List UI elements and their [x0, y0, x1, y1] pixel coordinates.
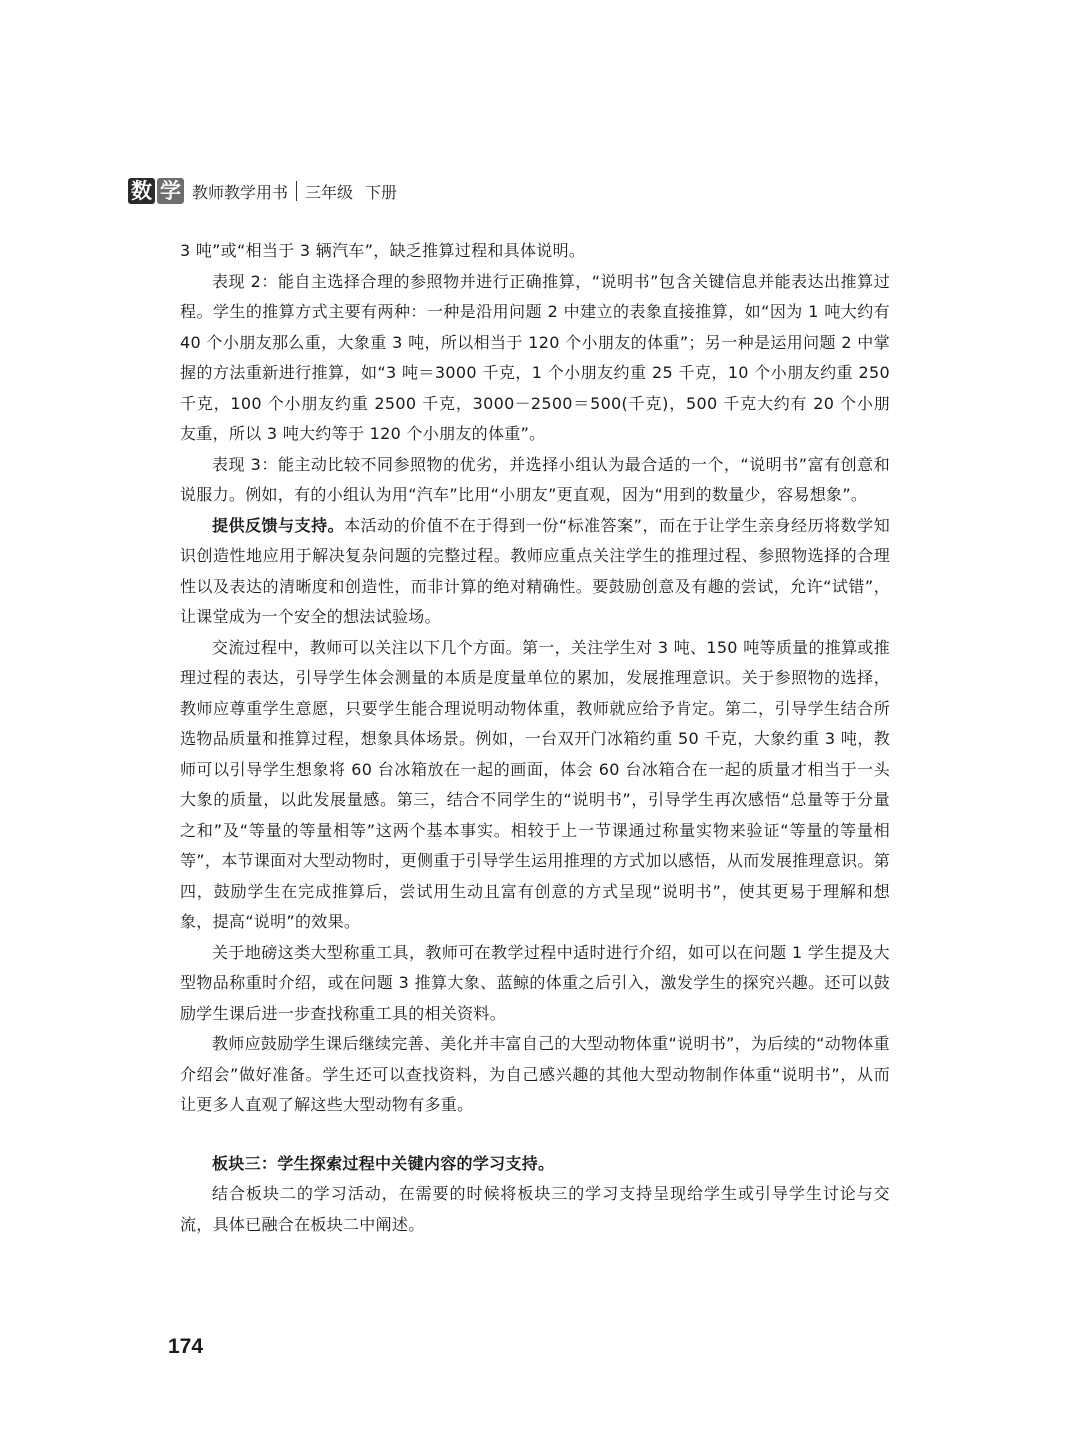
- book-title: 教师教学用书: [192, 182, 289, 202]
- paragraph-continuation: 3 吨”或“相当于 3 辆汽车”，缺乏推算过程和具体说明。: [180, 241, 586, 260]
- page-number: 174: [168, 1335, 204, 1358]
- paragraph-performance-3: 表现 3：能主动比较不同参照物的优劣，并选择小组认为最合适的一个，“说明书”富有创意和说服力。例如，有的小组认为用“汽车”比用“小朋友”更直观，因为“用到的数量少，容易想象”。: [180, 454, 890, 504]
- subject-logo: [128, 178, 186, 204]
- page-body: [180, 236, 890, 1240]
- header-divider: [296, 181, 297, 201]
- paragraph-exchange-process: 交流过程中，教师可以关注以下几个方面。第一，关注学生对 3 吨、150 吨等质量的推算或推理过程的表达，引导学生体会测量的本质是度量单位的累加，发展推理意识。关于参照物的选择，教师应尊重学生意愿，只要学生能合理说明动物体重，教师就应给予肯定。第二，引导学生结合所选物品质量和推算过程，想象具体场景。例如，一台双开门冰箱约重 50 千克，大象约重 3 吨，教师可以引导学生想象将 60 台冰箱放在一起的画面，体会 60 台冰箱合在一起的质量才相当于一头大象的质量，以此发展量感。第三，结合不同学生的“说明书”，引导学生再次感悟“总量等于分量之和”及“等量的等量相等”这两个基本事实。相较于上一节课通过称量实物来验证“等量的等量相等”，本节课面对大型动物时，更侧重于引导学生运用推理的方式加以感悟，从而发展推理意识。第四，鼓励学生在完成推算后，尝试用生动且富有创意的方式呈现“说明书”，使其更易于理解和想象，提高“说明”的效果。: [180, 637, 890, 931]
- running-header: [128, 175, 397, 207]
- feedback-heading: 提供反馈与支持。: [212, 515, 345, 535]
- paragraph-feedback-support: [180, 511, 890, 633]
- paragraph-weighbridge: 关于地磅这类大型称重工具，教师可在教学过程中适时进行介绍，如可以在问题 1 学生提及大型物品称重时介绍，或在问题 3 推算大象、蓝鲸的体重之后引入，激发学生的探究兴趣。还可以鼓励学生课后进一步查找称重工具的相关资料。: [180, 942, 890, 1023]
- grade-label: 三年级: [305, 182, 354, 202]
- paragraph-after-class: 教师应鼓励学生课后继续完善、美化并丰富自己的大型动物体重“说明书”，为后续的“动物体重介绍会”做好准备。学生还可以查找资料，为自己感兴趣的其他大型动物制作体重“说明书”，从而让更多人直观了解这些大型动物有多重。: [180, 1034, 890, 1114]
- paragraph-block-3: 结合板块二的学习活动，在需要的时候将板块三的学习支持呈现给学生或引导学生讨论与交流，具体已融合在板块二中阐述。: [180, 1184, 890, 1234]
- section-heading-block-3: 板块三：学生探索过程中关键内容的学习支持。: [212, 1153, 555, 1173]
- logo-char-xue: 学: [157, 178, 184, 204]
- volume-label: 下册: [365, 182, 398, 202]
- logo-char-shu: 数: [128, 178, 155, 204]
- paragraph-performance-2: 表现 2：能自主选择合理的参照物并进行正确推算，“说明书”包含关键信息并能表达出推算过程。学生的推算方式主要有两种：一种是沿用问题 2 中建立的表象直接推算，如“因为 1 吨大约有 40 个小朋友那么重，大象重 3 吨，所以相当于 120 个小朋友的体重”；另一种是运用问题 2 中掌握的方法重新进行推算，如“3 吨＝3000 千克，1 个小朋友约重 25 千克，10 个小朋友约重 250 千克，100 个小朋友约重 2500 千克，3000－2500＝500(千克)，500 千克大约有 20 个小朋友重，所以 3 吨大约等于 120 个小朋友的体重”。: [180, 271, 890, 443]
- feedback-body: 本活动的价值不在于得到一份“标准答案”，而在于让学生亲身经历将数学知识创造性地应用于解决复杂问题的完整过程。教师应重点关注学生的推理过程、参照物选择的合理性以及表达的清晰度和创造性，而非计算的绝对精确性。要鼓励创意及有趣的尝试，允许“试错”，让课堂成为一个安全的想法试验场。: [180, 515, 890, 626]
